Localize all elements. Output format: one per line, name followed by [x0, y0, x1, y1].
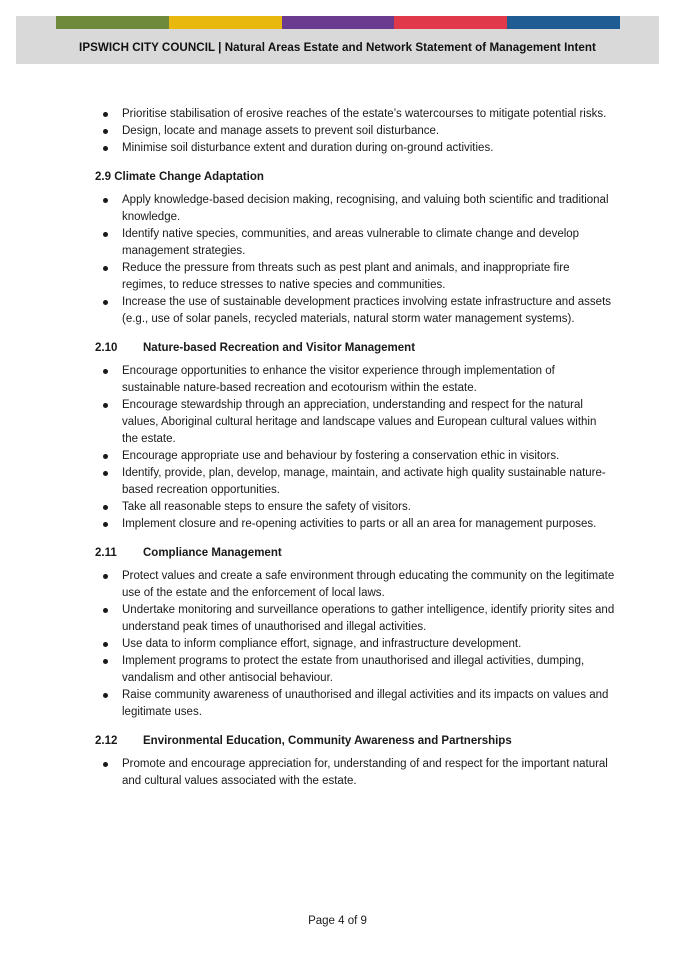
list-item: Protect values and create a safe environment through educating the community on the legitimate use of the estate and the enforcement of local laws. — [95, 568, 615, 602]
section-title: Climate Change Adaptation — [114, 171, 264, 183]
page-header — [16, 16, 659, 64]
stripe-segment-red — [394, 16, 507, 29]
color-stripe — [56, 16, 620, 29]
section-title: Compliance Management — [143, 547, 282, 559]
section-bullet-list — [95, 363, 615, 533]
list-item: Implement programs to protect the estate from unauthorised and illegal activities, dumping, vandalism and other antisocial behaviour. — [95, 653, 615, 687]
section-bullet-list — [95, 568, 615, 721]
section-number: 2.10 — [95, 342, 118, 354]
stripe-segment-yellow — [169, 16, 282, 29]
list-item: Identify native species, communities, and areas vulnerable to climate change and develop management strategies. — [95, 226, 615, 260]
section-heading-2-12 — [95, 733, 615, 750]
intro-bullet-list — [95, 106, 615, 157]
section-number: 2.9 — [95, 171, 111, 183]
section-heading-2-9 — [95, 169, 615, 186]
stripe-segment-purple — [282, 16, 395, 29]
section-title: Environmental Education, Community Awareness and Partnerships — [143, 735, 512, 747]
list-item: Raise community awareness of unauthorised and illegal activities and its impacts on values and legitimate uses. — [95, 687, 615, 721]
section-heading-2-10 — [95, 340, 615, 357]
list-item: Promote and encourage appreciation for, understanding of and respect for the important natural and cultural values associated with the estate. — [95, 756, 615, 790]
section-heading-2-11 — [95, 545, 615, 562]
list-item: Apply knowledge-based decision making, recognising, and valuing both scientific and traditional knowledge. — [95, 192, 615, 226]
list-item: Encourage appropriate use and behaviour by fostering a conservation ethic in visitors. — [95, 448, 615, 465]
list-item: Increase the use of sustainable development practices involving estate infrastructure and assets (e.g., use of solar panels, recycled materials, natural storm water management systems). — [95, 294, 615, 328]
stripe-segment-green — [56, 16, 169, 29]
list-item: Take all reasonable steps to ensure the safety of visitors. — [95, 499, 615, 516]
section-number: 2.12 — [95, 735, 118, 747]
list-item: Prioritise stabilisation of erosive reaches of the estate’s watercourses to mitigate potential risks. — [95, 106, 615, 123]
section-bullet-list — [95, 192, 615, 328]
document-body — [95, 106, 615, 802]
list-item: Minimise soil disturbance extent and duration during on-ground activities. — [95, 140, 615, 157]
stripe-segment-blue — [507, 16, 620, 29]
list-item: Design, locate and manage assets to prevent soil disturbance. — [95, 123, 615, 140]
section-number: 2.11 — [95, 547, 117, 559]
list-item: Undertake monitoring and surveillance operations to gather intelligence, identify priority sites and understand peak times of unauthorised and illegal activities. — [95, 602, 615, 636]
section-bullet-list — [95, 756, 615, 790]
page-number: Page 4 of 9 — [308, 915, 367, 927]
list-item: Reduce the pressure from threats such as pest plant and animals, and inappropriate fire regimes, to reduce stresses to native species and communities. — [95, 260, 615, 294]
header-title: IPSWICH CITY COUNCIL | Natural Areas Estate and Network Statement of Management Intent — [79, 41, 596, 54]
list-item: Implement closure and re-opening activities to parts or all an area for management purposes. — [95, 516, 615, 533]
list-item: Identify, provide, plan, develop, manage, maintain, and activate high quality sustainable nature-based recreation opportunities. — [95, 465, 615, 499]
section-title: Nature-based Recreation and Visitor Management — [143, 342, 416, 354]
list-item: Encourage opportunities to enhance the visitor experience through implementation of sustainable nature-based recreation and ecotourism within the estate. — [95, 363, 615, 397]
list-item: Use data to inform compliance effort, signage, and infrastructure development. — [95, 636, 615, 653]
list-item: Encourage stewardship through an appreciation, understanding and respect for the natural values, Aboriginal cultural heritage and landscape values and European cultural values within the estate. — [95, 397, 615, 448]
